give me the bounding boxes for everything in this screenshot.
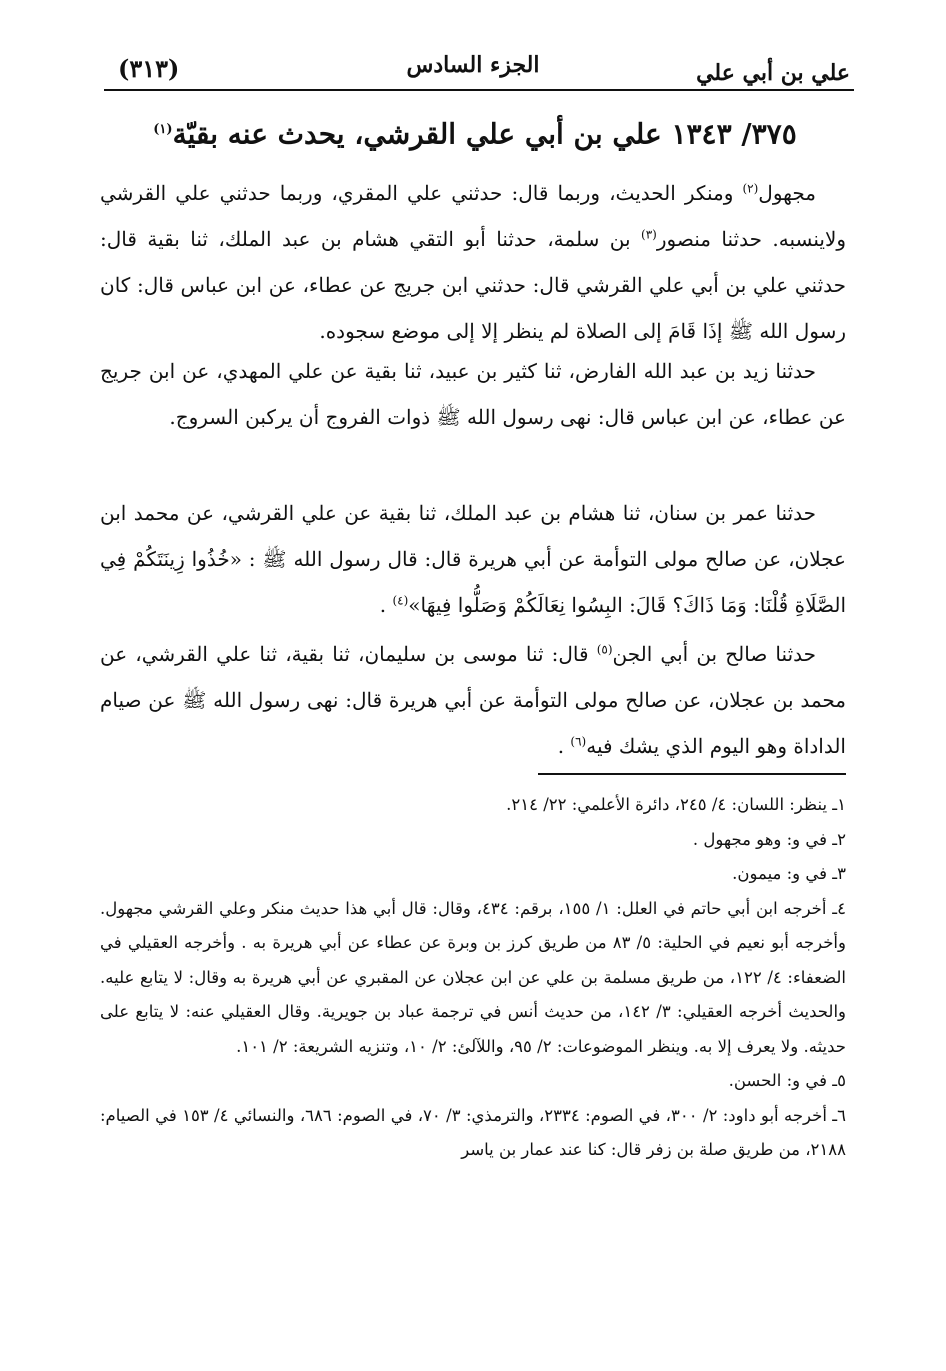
entry-title-text: ٣٧٥/ ١٣٤٣ علي بن أبي علي القرشي، يحدث عنه بقيّة (172, 117, 797, 151)
footnote-ref-5: (٥) (596, 642, 613, 657)
page-number: (٣١٣) (118, 54, 180, 83)
footnote-ref-6: (٦) (570, 734, 587, 749)
footnotes (100, 788, 846, 1168)
running-head-right: علي بن أبي علي (696, 60, 850, 86)
paragraph-4-part-c: . (557, 734, 571, 758)
header-rule (104, 89, 854, 91)
paragraph-1-part-b: ومنكر الحديث، وربما قال: حدثني علي المقري، وربما حدثني علي القرشي ولاينسبه. حدثنا منصور (100, 181, 847, 251)
footnote-6: ٦ـ أخرجه أبو داود: ٢/ ٣٠٠، في الصوم: ٢٣٣٤، والترمذي: ٣/ ٧٠، في الصوم: ٦٨٦، والنسائي ٤/ ١٥٣ في الصيام: ٢١٨٨، من طريق صلة بن زفر قال: كنا عند عمار بن ياسر (100, 1105, 846, 1159)
footnote-ref-2: (٢) (742, 181, 759, 196)
paragraph-4 (100, 631, 846, 769)
paragraph-1 (100, 170, 846, 354)
paragraph-4-part-b: قال: ثنا موسى بن سليمان، ثنا بقية، ثنا علي القرشي، عن محمد بن عجلان، عن صالح مولى التوأمة عن أبي هريرة قال: نهى رسول الله ﷺ عن صيام الداداة وهو اليوم الذي يشك فيه (100, 642, 846, 758)
title-footnote-ref: (١) (153, 122, 173, 137)
paragraph-3-part-b: . (379, 593, 393, 617)
footnote-5: ٥ـ في و: الحسن. (728, 1071, 846, 1090)
paragraph-1-part-a: مجهول (758, 181, 816, 205)
footnote-3: ٣ـ في و: ميمون. (732, 864, 846, 883)
footnote-ref-3: (٣) (641, 227, 657, 242)
paragraph-3 (100, 490, 846, 628)
footnote-separator (538, 773, 846, 775)
running-head-center: الجزء السادس (406, 52, 540, 78)
footnote-ref-4: (٤) (392, 593, 409, 608)
entry-title (100, 110, 850, 154)
paragraph-3-part-a: حدثنا عمر بن سنان، ثنا هشام بن عبد الملك، ثنا بقية عن علي القرشي، عن محمد ابن عجلان، عن صالح مولى التوأمة عن أبي هريرة قال: قال رسول الله ﷺ : «خُذُوا زِينَتَكُمْ فِي الصَّلَاةِ قُلْنَا: وَمَا ذَاكَ؟ قَالَ: البِسُوا نِعَالَكُمْ وَصَلُّوا فِيهَا» (100, 501, 846, 617)
paragraph-2-text: حدثنا زيد بن عبد الله الفارض، ثنا كثير بن عبيد، ثنا بقية عن علي المهدي، عن ابن جريج عن عطاء، عن ابن عباس قال: نهى رسول الله ﷺ ذوات الفروج أن يركبن السروج. (100, 359, 846, 429)
paragraph-2 (100, 348, 846, 440)
paragraph-4-part-a: حدثنا صالح بن أبي الجن (612, 642, 816, 666)
paragraph-1-part-c: بن سلمة، حدثنا أبو التقي هشام بن عبد الملك، ثنا بقية قال: حدثني علي بن أبي علي القرشي قال: حدثني ابن جريج عن عطاء، عن ابن عباس قال: كان رسول الله ﷺ إذَا قَامَ إلى الصلاة لم ينظر إلا إلى موضع سجوده. (100, 227, 846, 343)
footnote-2: ٢ـ في و: وهو مجهول . (692, 829, 846, 849)
footnote-1: ١ـ ينظر: اللسان: ٤/ ٢٤٥، دائرة الأعلمي: ٢٢/ ٢١٤. (506, 795, 846, 814)
footnote-4: ٤ـ أخرجه ابن أبي حاتم في العلل: ١/ ١٥٥، برقم: ٤٣٤، وقال: قال أبي هذا حديث منكر وعلي القرشي مجهول. وأخرجه أبو نعيم في الحلية: ٥/ ٨٣ من طريق كرز بن وبرة عن عطاء عن أبي هريرة به . وأخرجه العقيلي في الضعفاء: ٤/ ١٢٢، من طريق مسلمة بن علي عن ابن عجلان عن المقبري عن أبي هريرة به وقال: لا يتابع عليه. والحديث أخرجه العقيلي: ٣/ ١٤٢، من حديث أنس في ترجمة عباد بن جويرية. وقال العقيلي عنه: لا يتابع على حديثه. ولا يعرف إلا به. وينظر الموضوعات: ٢/ ٩٥، واللآلئ: ٢/ ١٠، وتنزيه الشريعة: ٢/ ١٠١. (100, 898, 846, 1056)
